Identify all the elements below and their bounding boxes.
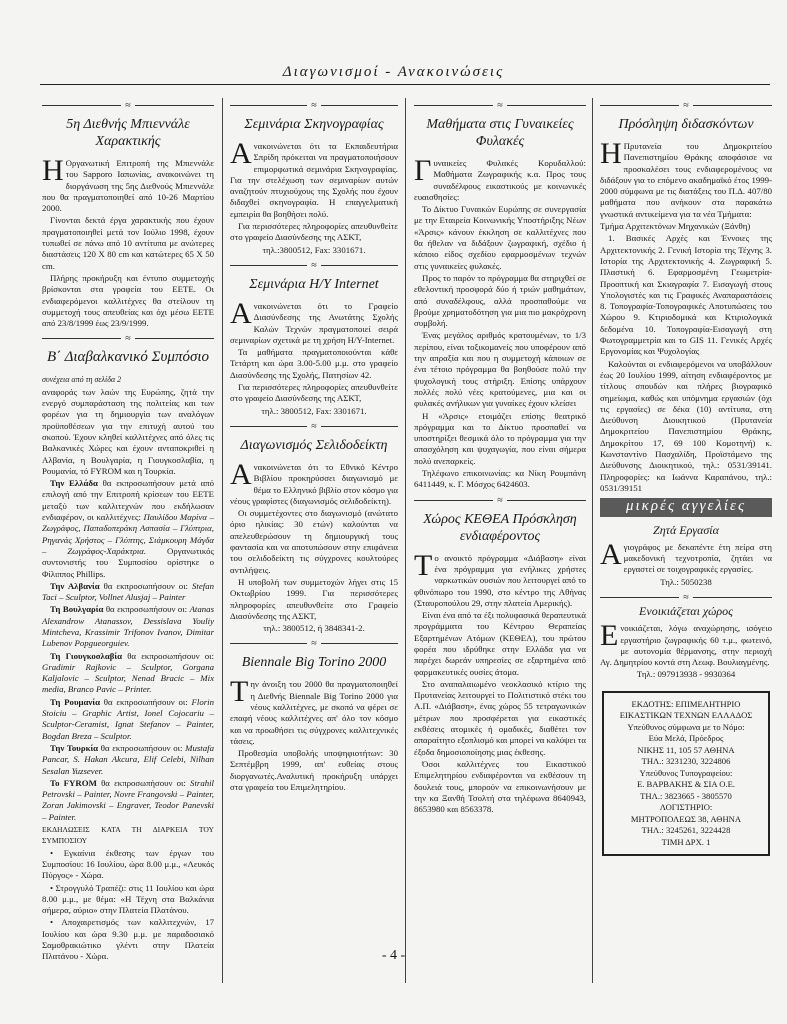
- paragraph: Η «Άρσις» ετοιμάζει επίσης θεατρικό πρόγραμμα και το Δίκτυο προσπαθεί να υποστηρίξει θεσμικά όλο το πρόγραμμα για την απασχόληση και ψυχαγωγία, που είναι σήμερα πολύ ανεπαρκείς.: [414, 410, 586, 466]
- names: Mustafa Pancar, S. Hakan Akcura, Elif Celebi, Nilhan Sesalan Yuzsever.: [42, 742, 214, 776]
- publisher-line: ΤΗΛ.: 3231230, 3224806: [641, 756, 731, 767]
- article-title: Μαθήματα στις Γυναικείες Φυλακές: [426, 117, 574, 149]
- text: θα εκπροσωπήσουν οι:: [101, 777, 186, 788]
- paragraph: Την άνοιξη του 2000 θα πραγματοποιηθεί η Διεθνής Biennale Big Torino 2000 για νέους καλλιτέχνες, με σκοπό να φέρει σε επαφή νέους καλλιτέχνες απ' όλο τον κόσμο και να προωθήσει τις σύγχρονες καλλιτεχνικές τάσεις.: [230, 675, 398, 746]
- paragraph: • Αποχαιρετισμός των καλλιτεχνών, 17 Ιουλίου και ώρα 9.30 μ.μ. με παραδοσιακό Σαμοθρακιώτικο γλέντι στην Πλατεία Πλατάνου - Χώρα.: [42, 917, 214, 962]
- names: Atanas Alexandrow Atanassov, Dessislava Youliy Mintcheva, Krassimir Trifonov Ivanov, Dimitar Lubenov Popgueorguiev.: [42, 604, 214, 649]
- publisher-line: Υπεύθυνος σύμφωνα με το Νόμο:: [627, 721, 745, 732]
- department: Τμήμα Αρχιτεκτόνων Μηχανικών (Ξάνθη): [600, 221, 751, 232]
- paragraph: [42, 604, 214, 649]
- paragraph: • Στρογγυλό Τραπέζι: στις 11 Ιουλίου και ώρα 8.00 μ.μ., με θέμα: «Η Τέχνη στα Βαλκάνια σήμερα, αύριο» στην Πλατεία Πλατάνου.: [42, 882, 214, 916]
- paragraph: Τηλέφωνο επικοινωνίας: κα Νίκη Ρουμπάνη 6411449, κ. Γ. Μόσχος 6424603.: [414, 468, 586, 490]
- ad-text: Ενοικιάζεται, λόγω αναχώρησης, ισόγειο εργαστήριο ζωγραφικής 60 τ.μ., φωτεινό, με αυτονομία θέρμανσης, στην περιοχή Αγ. Δημητρίου κοντά στη Λεωφ. Βουλιαγμένης.: [600, 619, 772, 668]
- publisher-box: [602, 691, 770, 857]
- paragraph: ΗΟργανωτική Επιτροπή της Μπιεννάλε του Sapporo Ιαπωνίας, ανακοινώνει τη διοργάνωση της 5ης Διεθνούς Μπιεννάλε που θα πραγματοποιηθεί από 10-26 Μαρτίου 2000.: [42, 154, 214, 214]
- publisher-line: ΤΗΛ.: 3823665 - 3805570: [640, 790, 732, 801]
- paragraph: Προθεσμία υποβολής υποψηφιοτήτων: 30 Σεπτέμβρη 1999, απ' ευθείας στους διοργανωτές.Αναλυτική προκήρυξη υπάρχει στα γραφεία του Επιμελητηρίου.: [230, 748, 398, 793]
- contact: τηλ.: 3800512, ή 3848341-2.: [263, 623, 365, 634]
- ad-phone: Τηλ.: 5050238: [660, 576, 712, 587]
- text: θα εκπροσωπήσουν οι:: [105, 604, 188, 615]
- country: Το FYROM: [50, 777, 97, 788]
- publisher-line: ΤΙΜΗ ΔΡΧ. 1: [661, 836, 711, 847]
- paragraph: Καλούνται οι ενδιαφερόμενοι να υποβάλλουν έως 20 Ιουλίου 1999, αίτηση ενδιαφέροντος με τίτλους σπουδών και πλήρες βιογραφικό σημείωμα, καθώς και υπόμνημα εργασιών (όχι τις εργασίες) σε δέκα (10) αντίτυπα, στη Διεύθυνση Διοικητικού (Πρυτανεία Δημοκριτείου Πανεπιστημίου Θράκης, Δημοκρίτου 17, 69 100 Κομοτηνή) κ. Κωνσταντίνο Πασχαλίδη, Προϊστάμενο της Διεύθυνσης Διοικητικού, τηλ.: 0531/39141. Πληροφορίες: κα Ιωάννα Καραπάνου, τηλ.: 0531/39151: [600, 358, 772, 493]
- publisher-line: ΤΗΛ.: 3245261, 3224428: [641, 825, 731, 836]
- country: Τη Γιουγκοσλαβία: [50, 650, 123, 661]
- article-title: Biennale Big Torino 2000: [241, 655, 387, 671]
- publisher-line: Ε. ΒΑΡΒΑΚΗΣ & ΣΙΑ Ο.Ε.: [636, 779, 736, 790]
- paragraph: Γυναικείες Φυλακές Κορυδαλλού: Μαθήματα Ζωγραφικής κ.α. Προς τους συναδέλφους εικαστικούς με κοινωνικές ευαισθησίες:: [414, 154, 586, 202]
- publisher-line: ΕΚΔΟΤΗΣ: ΕΠΙΜΕΛΗΤΗΡΙΟ: [631, 698, 741, 709]
- text: θα εκπροσωπήσουν οι:: [103, 580, 189, 591]
- ornament-icon: ≈: [42, 333, 214, 343]
- classifieds-banner: μικρές αγγελίες: [600, 498, 772, 516]
- article-title: Διαγωνισμός Σελιδοδείκτη: [240, 437, 388, 453]
- paragraph: [42, 478, 214, 580]
- names: Strahil Petrovski – Painter, Novre Frangovski – Painter, Zoran Jakimovski – Engraver, Teodor Panevski – Painter.: [42, 777, 214, 822]
- paragraph: Το ανοικτό πρόγραμμα «Διάβαση» είναι ένα πρόγραμμα για ενήλικες χρήστες ναρκωτικών ουσιών που λειτουργεί από το φθινόπωρο του 1990, στο κέντρο της Αθήνας (Σταυροπούλου 29, στην πλατεία Αμερικής).: [414, 548, 586, 608]
- header-rule: [40, 84, 770, 85]
- paragraph: Ένας μεγάλος αριθμός κρατουμένων, το 1/3 περίπου, είναι τοξικομανείς που υποφέρουν από την απραξία και που η συμμετοχή κάποιων σε ένα τέτοιο πρόγραμμα θα βοηθούσε πολύ την ψυχολογική τους στήριξη. Επίσης υπάρχουν πολλές πολύ νέες κρατούμενες, μια και οι φυλακές ανήλικων για γυναίκες έχουν κλείσει: [414, 330, 586, 409]
- paragraph: [42, 651, 214, 696]
- paragraph: Πλήρης προκήρυξη και έντυπο συμμετοχής βρίσκονται στα γραφεία του ΕΕΤΕ. Οι ενδιαφερόμενοι καλλιτέχνες θα στείλουν τη συμμετοχή τους απευθείας και όχι μέσω ΕΕΤΕ από 23/8/1999 έως 23/9/1999.: [42, 272, 214, 329]
- continued-note: συνέχεια από τη σελίδα 2: [42, 375, 122, 385]
- paragraph: [42, 743, 214, 777]
- country: Τη Βουλγαρία: [50, 604, 104, 615]
- column-2: [230, 96, 398, 946]
- ornament-icon: ≈: [600, 592, 772, 602]
- ornament-icon: ≈: [230, 421, 398, 431]
- paragraph: Ανακοινώνεται ότι τα Εκπαιδευτήρια Σπρίδη πρόκειται να πραγματοποιήσουν επιμορφωτικά σεμινάρια Σκηνογραφίας. Για την στελέχωση των σεμιναρίων αυτών αναζητούν πτυχιούχους της Σχολής που έχουν διδαχθεί σκηνογραφία. Η επαγγελματική εμπειρία θα βοηθήσει πολύ.: [230, 137, 398, 219]
- paragraph: Για περισσότερες πληροφορίες απευθυνθείτε στο γραφείο Διασύνδεσης της ΑΣΚΤ,: [230, 382, 398, 404]
- ad-title: Ζητά Εργασία: [653, 522, 719, 537]
- text: θα εκπροσωπήσουν οι:: [127, 650, 214, 661]
- article-title: 5η Διεθνής Μπιεννάλε Χαρακτικής: [66, 117, 190, 149]
- paragraph: Στο αναπαλαιωμένο νεοκλασικό κτίριο της Πρυτανείας λειτουργεί το Πολιτιστικό στέκι του Α.Π. «Διάβαση», ένας χώρος 55 τετραγωνικών μέτρων που προσφέρεται για εικαστικές εκθέσεις ατομικές ή ομαδικές, διαθέτει τον απαραίτητο εξοπλισμό και μπορεί να καλύψει τα έξοδα δημοσιοποίησης μιας έκθεσης.: [414, 678, 586, 757]
- paragraph: [42, 581, 214, 604]
- country: Την Ελλάδα: [50, 478, 98, 489]
- paragraph: Είναι ένα από τα έξι πολυφασικά θεραπευτικά προγράμματα του Κέντρου Θεραπείας Εξαρτημένων Ατόμων (ΚΕΘΕΑ), του πρώτου φορέα που ιδρύθηκε στην Ελλάδα για να παρέχει δωρεάν υπηρεσίες σε εξαρτημένα από φαρμακευτικές ουσίες άτομα.: [414, 610, 586, 677]
- paragraph: [42, 697, 214, 742]
- paragraph: [42, 778, 214, 823]
- column-divider: [592, 98, 593, 983]
- article-title: Β΄ Διαβαλκανικό Συμπόσιο: [46, 349, 210, 366]
- contact: τηλ.: 3800512, Fax: 3301671.: [261, 405, 367, 416]
- publisher-line: ΕΙΚΑΣΤΙΚΩΝ ΤΕΧΝΩΝ ΕΛΛΑΔΟΣ: [619, 710, 753, 721]
- text: Οργανωτικός συντονιστής του Συμποσίου ορίστηκε ο Φίλιππος Phillips.: [42, 545, 214, 579]
- publisher-line: ΛΟΓΙΣΤΗΡΙΟ:: [659, 802, 713, 813]
- paragraph: Οι συμμετέχοντες στο διαγωνισμό (ανώτατο όριο ηλικίας: 30 ετών) καλούνται να απελευθερώσουν τη δημιουργική τους φαντασία και να αποτυπώσουν στην επιφάνεια του σελιδοδείκτη τις σύγχρονες κουλτούρες αντιλήψεις.: [230, 508, 398, 575]
- ornament-icon: ≈: [230, 638, 398, 648]
- article-title: Σεμινάρια Σκηνογραφίας: [244, 117, 384, 132]
- country: Την Αλβανία: [50, 580, 100, 591]
- paragraph: Το Δίκτυο Γυναικών Ευρώπης σε συνεργασία με την Εταιρεία Κοινωνικής Υποστήριξης Νέων «Άρσις» κάνουν έκκληση σε καλλιτέχνες που θα ήθελαν να διδάξουν ζωγραφική, σχέδιο ή κάποιο είδος σχεδίου εφαρμοσμένων τεχνών στις γυναικείες φυλακές.: [414, 204, 586, 271]
- ornament-icon: ≈: [230, 260, 398, 270]
- paragraph: αναφοράς των λαών της Ευρώπης, ζητά την ενεργό συμπαράσταση της πολιτείας και των φορέων για τη δημιουργία των αναλόγων προϋποθέσεων για την επιτυχή αυτού του σκοπού. Έχουν κληθεί καλλιτέχνες από όλες τις Βαλκανικές Χώρες και έχουν ανταποκριθεί η Αλβανία, η Βουλγαρία, η Γιουγκοσλαβία, η Ρουμανία, τό FYROM και η Τουρκία.: [42, 386, 214, 476]
- ornament-icon: ≈: [414, 495, 586, 505]
- ornament-icon: ≈: [600, 100, 772, 110]
- ad-phone: Τηλ.: 097913938 - 9930364: [636, 669, 736, 680]
- column-1: [42, 96, 215, 962]
- contact: τηλ.:3800512, Fax: 3301671.: [262, 244, 366, 255]
- publisher-line: Εύα Μελά, Πρόεδρος: [648, 733, 724, 744]
- paragraph: Για περισσότερες πληροφορίες απευθυνθείτε στο γραφείο Διασύνδεσης της ΑΣΚΤ,: [230, 221, 398, 243]
- paragraph: Προς το παρόν το πρόγραμμα θα στηριχθεί σε εθελοντική προσφορά δύο ή τριών μαθημάτων, από συναδέλφους, αλλά προσπαθούμε να βρούμε χρηματοδότηση για μια πιο μακρόχρονη συμβολή.: [414, 272, 586, 329]
- names: Florin Stoiciu – Graphic Artist, Ionel Cojocariu – Sculptor-Ceramist, Ignat Stefanov – Painter, Bogdan Breza – Sculptor.: [42, 696, 215, 741]
- column-4: [600, 96, 772, 946]
- ornament-icon: ≈: [414, 100, 586, 110]
- publisher-line: ΜΗΤΡΟΠΟΛΕΩΣ 38, ΑΘΗΝΑ: [630, 813, 742, 824]
- column-divider: [222, 98, 223, 983]
- page-header: Διαγωνισμοί - Ανακοινώσεις: [282, 64, 505, 80]
- text: θα εκπροσωπήσουν οι:: [103, 696, 188, 707]
- ad-title: Ενοικιάζεται χώρος: [639, 603, 733, 618]
- paragraph: 1. Βασικές Αρχές και Έννοιες της Αρχιτεκτονικής 2. Γενική Ιστορία της Τέχνης 3. Ιστορία της Αρχιτεκτονικής 4. Ζωγραφική 5. Πλαστική 6. Εφαρμοσμένη Γεωμετρία-Προοπτική και Σκιαγραφία 7. Εισαγωγή στους Υπολογιστές και τις Γραφικές Αναπαραστάσεις 8. Τοπογραφία-Τοπογραφικές Αποτυπώσεις του Χώρου 9. Κτιριοδομικά και Κτιριολογικά δεδομένα 10. Τοπογραφία-Εισαγωγή στη Φωτογραμμετρία και το GIS 11. Γενικές Αρχές Εργονομίας και Ψυχολογίας: [600, 233, 772, 357]
- paragraph: ΗΠρυτανεία του Δημοκριτείου Πανεπιστημίου Θράκης αποφάσισε να προσκαλέσει τους ενδιαφερομένους να διδάξουν για το επόμενο ακαδημαϊκό έτος 1999-2000 σύμφωνα με τις διατάξεις του Π.Δ. 407/80 μαθήματα που ανήκουν στα παρακάτω γνωστικά αντικείμενα για τα νέα Τμήματα:: [600, 137, 772, 219]
- publisher-line: Υπεύθυνος Τυπογραφείου:: [639, 767, 733, 778]
- paragraph: • Εγκαίνια έκθεσης των έργων του Συμποσίου: 16 Ιουλίου, ώρα 8.00 μ.μ., «Λευκός Πύργος» - Χώρα.: [42, 847, 214, 881]
- ornament-icon: ≈: [42, 100, 214, 110]
- country: Τη Ρουμανία: [50, 696, 100, 707]
- names: Παυλίδου Μαρίνα – Ζωγράφος, Παπαδοπεράκη Ασπασία – Γλύπτρια, Ρηγανάς Χρήστος – Γλύπτης, Σιάμκουρη Μάγδα – Ζωγράφος-Χαράκτρια.: [42, 512, 214, 556]
- article-title: Χώρος ΚΕΘΕΑ Πρόσκληση ενδιαφέροντος: [423, 511, 577, 544]
- paragraph: Τα μαθήματα πραγματοποιούνται κάθε Τετάρτη και ώρα 3.00-5.00 μ.μ. στο γραφείο Διασύνδεσης της Σχολής, Πατησίων 42.: [230, 347, 398, 380]
- paragraph: Γίνονται δεκτά έργα χαρακτικής που έχουν πραγματοποιηθεί μετά τον Ιούλιο 1998, έχουν τυπωθεί σε πάνω από 10 αντίτυπα με ανώτερες διαστάσεις 120 Χ 80 cm και κατώτερες 65 Χ 50 cm.: [42, 215, 214, 271]
- column-3: [414, 96, 586, 946]
- country: Την Τουρκία: [50, 742, 99, 753]
- paragraph: Ανακοινώνεται ότι το Γραφείο Διασύνδεσης της Ανωτάτης Σχολής Καλών Τεχνών πραγματοποιεί σειρά σεμιναρίων σχετικά με τη χρήση Η/Υ-Internet.: [230, 296, 398, 345]
- paragraph: Όσοι καλλιτέχνες του Εικαστικού Επιμελητηρίου ενδιαφέρονται να εκθέσουν τη δουλειά τους, μπορούν να επικοινωνήσουν με την κα Ξανθή Τσολτή στα τηλέφωνα 8640943, 8653980 και 8563378.: [414, 758, 586, 815]
- publisher-line: ΝΙΚΗΣ 11, 105 57 ΑΘΗΝΑ: [637, 744, 735, 755]
- article-title: Πρόσληψη διδασκόντων: [618, 117, 754, 132]
- names: Gradimir Rajkovic – Sculptor, Gorgana Kaljalovic – Sculptor, Nenad Bracic – Mix media, Branco Pavic – Printer.: [42, 661, 214, 695]
- page-number: - 4 -: [381, 948, 406, 963]
- text: θα εκπροσωπήσουν οι:: [100, 742, 183, 753]
- column-divider: [405, 98, 406, 983]
- paragraph: Ανακοινώνεται ότι το Εθνικό Κέντρο Βιβλίου προκηρύσσει διαγωνισμό με θέμα το Ελληνικό βιβλίο στον κόσμο για νέους γραφίστες (διαγωνισμός σελιδοδείκτη).: [230, 457, 398, 506]
- article-title: Σεμινάρια H/Y Internet: [249, 276, 379, 292]
- names: Stefan Taci – Sculptor, Vollnet Alusjaj – Painter: [42, 580, 214, 603]
- ad-text: Αγιογράφος με δεκαπέντε έτη πείρα στη μακεδονική τεχνοτροπία, ζητάει να εργαστεί σε τοιχογραφικές εργασίες.: [600, 537, 772, 575]
- paragraph: Η υποβολή των συμμετοχών λήγει στις 15 Οκτωβρίου 1999. Για περισσότερες πληροφορίες απευθυνθείτε στο Γραφείο Διασύνδεσης της ΑΣΚΤ,: [230, 576, 398, 621]
- text: θα εκπροσωπήσουν μετά από επιλογή από την Επιτροπή κρίσεων του ΕΕΤΕ μεταξύ των καλλιτεχνών που εκδήλωσαν ενδιαφέρον, οι καλλιτέχνες:: [42, 478, 215, 523]
- ornament-icon: ≈: [230, 100, 398, 110]
- events-heading: ΕΚΔΗΛΩΣΕΙΣ ΚΑΤΑ ΤΗ ΔΙΑΡΚΕΙΑ ΤΟΥ ΣΥΜΠΟΣΙΟΥ: [42, 825, 214, 846]
